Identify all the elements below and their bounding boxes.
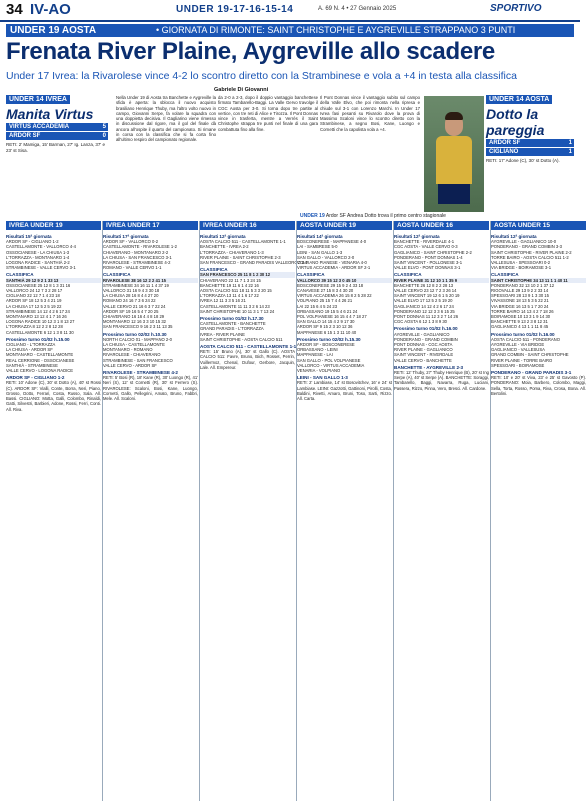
- report-title: PONDERANO - GRAND PARADIS 3-1: [491, 370, 572, 376]
- column-header: AOSTA UNDER 15: [491, 221, 586, 230]
- table-title: CLASSIFICA: [491, 272, 519, 278]
- next-round-line: LA CHIUSA - ARDOR SF: [6, 347, 53, 353]
- table-row: ORBASSANO 19 15 5 4 6 21 24: [297, 308, 358, 314]
- result-line: AYGREVILLE - GAGLIANICO 10-0: [491, 239, 557, 245]
- next-round-line: CASTELLAMONTE - BANCHETTE: [200, 321, 266, 327]
- page-number: 34: [6, 1, 23, 18]
- result-line: LOGONA RADICE - SANTHIÀ 2-2: [6, 260, 70, 266]
- column-header: IVREA UNDER 19: [6, 221, 101, 230]
- result-line: OSSOCIANESE - LA CHIUSA 1-3: [6, 249, 70, 255]
- table-row: VALLE ELVO 17 12 5 2 5 19 20: [394, 298, 453, 304]
- next-round-line: MONTANARO - CASTELLAMONTE: [6, 352, 74, 358]
- table-row: SAINT CHRISTOPHE 34 13 11 1 1 40 11: [491, 278, 586, 283]
- table-row: CHIAVERANO 22 11 7 1 3 24 15: [200, 277, 261, 283]
- issue-date: A. 69 N. 4 • 27 Gennaio 2025: [318, 6, 397, 12]
- next-round-line: SAN GALLO - POL VOLPIANESE: [297, 357, 361, 363]
- table-row: L'TORRAZZA 13 11 4 1 6 17 22: [200, 293, 259, 299]
- right-box-team1: ARDOR SF 1: [486, 139, 574, 147]
- next-round-line: LA CHIUSA - CASTELLAMONTE: [103, 342, 165, 348]
- table-row: VALLE CERVO 21 16 6 3 7 22 24: [103, 303, 166, 309]
- column-subtitle: Risultati 12ª giornata: [394, 234, 440, 239]
- result-line: LEINI - SAN GALLO 1-3: [297, 249, 343, 255]
- next-round-line: AOSTA CALCIO 511 - PONDERANO: [491, 336, 560, 342]
- next-round-line: VALLORCO - VIRTUS ACCADEMIA: [297, 362, 365, 368]
- next-round-line: ORBASSANO - LEINI: [297, 347, 338, 353]
- kicker-text: • GIORNATA DI RIMONTE: SAINT CHRISTOPHE E AYGREVILLE STRAPPANO 3 PUNTI: [156, 25, 516, 35]
- table-row: IVREA 12 11 3 3 5 16 21: [200, 298, 246, 304]
- next-round-line: VALLE CERVO - BANCHETTE: [394, 357, 452, 363]
- column-subtitle: Risultati 15ª giornata: [6, 234, 52, 239]
- result-line: CASTELLAMONTE - RIVAROLESE 1-2: [103, 244, 177, 250]
- column-divider: [490, 221, 491, 801]
- table-row: SAINT CHRISTOPHE 10 11 3 1 7 13 24: [200, 308, 275, 314]
- table-row: VOLPIANO 25 15 7 4 4 26 21: [297, 298, 353, 304]
- next-round-line: VALLE CERVO - LOGONA RADICE: [6, 368, 74, 374]
- table-row: PONT DONNAS 11 12 3 2 7 14 26: [394, 314, 459, 320]
- article-column-2: da 2-0 a 2-3, dopo il doppio vantaggio banchettese firmato Tambarello-Baggi. La Valle Gervo travolge il CGC Aosta per 3-0. Si torna dopo tre partite al vertice, con tre reti di Alice e Tirozza. Il Pont Donnas vince in trasferta, mentre a Verrès il Saint Christophe strappa tre punti nel finale di una gara combattuta fino alla fine.: [218, 95, 318, 132]
- left-box-text: RETI: 2' Mamiga, 15' Barman, 27' Ig. Lanza, 37' e 23' st Sisa.: [6, 142, 105, 153]
- right-box-team2: CIGLIANO 1: [486, 148, 574, 156]
- result-line: LAI - SAMBRESE 5-0: [297, 244, 338, 250]
- next-round-line: RIVAROLESE - CHIAVERANO: [103, 352, 161, 358]
- table-title: CLASSIFICA: [6, 272, 34, 278]
- column-body: [6, 232, 101, 798]
- result-line: L'TORRAZZA - MONTANARO 1-4: [6, 254, 70, 260]
- column-divider: [199, 221, 200, 801]
- table-row: CASTELLAMONTE 11 11 3 2 6 14 23: [200, 303, 270, 309]
- report-text: RETI: 15' Bruno (A), 30' st Gallo (C). AOSTA CALCIO 511: Favre, Bruno, Bich, Rosset, Perrin, Vuillermoz, Chenal, Dufour, Gerbore, Jacquin, Lale. All. Empereur.: [200, 349, 295, 370]
- column-body: [297, 232, 392, 798]
- result-line: BANCHETTE - RIVERDALE 4-1: [394, 239, 455, 245]
- table-row: CANAVESE 27 15 8 3 4 30 20: [297, 288, 354, 294]
- column-body: [394, 232, 489, 798]
- table-row: STRAMBINESE 14 12 4 2 6 17 24: [6, 308, 70, 314]
- next-round-line: SPESSOARI - BOIRAMOSE: [491, 362, 545, 368]
- table-row: ARDOR SF 9 15 2 3 10 12 36: [297, 324, 353, 330]
- column-divider: [296, 221, 297, 801]
- table-row: LA CHIUSA 17 12 5 2 5 19 22: [6, 303, 62, 309]
- page-header: [0, 0, 580, 22]
- result-line: CHIAVERANO - MONTANARO 2-2: [103, 249, 169, 255]
- next-round-line: RIVER PLAINE - TORRE BAIRO: [491, 357, 553, 363]
- next-round-line: AYGREVILLE - GAGLIANICO: [394, 331, 450, 337]
- table-row: VALLORCO 39 15 12 3 0 45 10: [297, 278, 392, 283]
- next-round-line: SAINT CHRISTOPHE - AOSTA CALCIO 511: [200, 336, 283, 342]
- column-header: IVREA UNDER 17: [103, 221, 198, 230]
- table-row: L'TORRAZZA 8 12 2 2 8 12 28: [6, 324, 63, 330]
- column-subtitle: Risultati 17ª giornata: [103, 234, 149, 239]
- table-row: GAGLIANICO 14 12 4 2 6 17 24: [394, 303, 454, 309]
- result-line: CGC AOSTA - VALLE CERVO 0-3: [394, 244, 458, 250]
- result-line: VALLESUSA - SPESSOARI 0-2: [491, 260, 551, 266]
- table-row: VALLORCO 24 12 7 3 2 28 17: [6, 288, 63, 294]
- column-header: AOSTA UNDER 16: [394, 221, 489, 230]
- subheadline: Under 17 Ivrea: la Rivarolese vince 4-2 lo scontro diretto con la Strambinese e vola a +4 in testa alla classifica: [6, 70, 517, 82]
- column-divider: [393, 221, 394, 801]
- table-row: VALLE CERVO 23 12 7 2 3 26 14: [394, 288, 457, 294]
- result-line: RIVAROLESE - STRAMBINESE 4-2: [103, 260, 171, 266]
- next-round-line: VENARIA - VOLPIANO: [297, 368, 341, 374]
- table-title: CLASSIFICA: [200, 267, 228, 273]
- result-line: GAGLIANICO - SAINT CHRISTOPHE 2-2: [394, 249, 472, 255]
- next-round-line: GRAND PARADIS - L'TORRAZZA: [200, 326, 264, 332]
- table-row: TORRE BAIRO 14 13 4 2 7 18 26: [491, 308, 554, 314]
- column-body: [103, 232, 198, 798]
- table-title: CLASSIFICA: [394, 272, 422, 278]
- report-text: RETI: 5' Bosi (R), 18' Kane (R), 30' Luongo (R), 41' Neri (S), 12' st Cornetti (R), 30' st Ferrero (S). RIVAROLESE: Scaloni, Bosi, Kane, Luongo, Cornetti, Gallo, Pellegrini, Amato, Bruno, Fabbri, Mele. All. Scaloni.: [103, 375, 198, 402]
- table-row: SANTHIÀ 29 12 9 2 1 33 13: [6, 278, 101, 283]
- kicker-bar: [6, 24, 574, 37]
- table-title: CLASSIFICA: [103, 272, 131, 278]
- report-text: RETI: 2' Lambiase, 14' st Bosovitchev, 16' e 24' st Lambiase. LEINI: Gazzotti, Gattinoni, Pirolli, Costa, Baldini, Rivetti, Amaro, Bruni, Toso, Sarti, Rizzo. All. Carta.: [297, 380, 392, 402]
- column-header: IVREA UNDER 16: [200, 221, 295, 230]
- section-name: IV-AO: [30, 1, 71, 18]
- result-line: STRAMBINESE - VALLE CERVO 3-1: [6, 265, 76, 271]
- table-title: CLASSIFICA: [297, 272, 325, 278]
- table-row: VIA BRIDGE 16 13 5 1 7 20 24: [491, 303, 549, 309]
- table-row: RIGOVALLE 29 13 9 2 2 33 14: [491, 288, 549, 294]
- headline: Frenata River Plaine, Aygreville allo scadere: [6, 38, 495, 65]
- report-title: ARDOR SF - CIGLIANO 1-2: [6, 375, 65, 381]
- table-row: SAN FRANCESCO 9 16 2 3 11 13 35: [103, 324, 173, 330]
- table-row: PONDERANO 12 12 3 3 6 15 25: [394, 308, 455, 314]
- photo-caption: UNDER 19 Ardor SF Andrea Dotto trova il primo centro stagionale: [300, 213, 446, 219]
- right-box-text: RETI: 17' Adone (C), 30' st Dotto (A).: [486, 158, 560, 163]
- right-box-label: UNDER 14 AOSTA: [486, 95, 552, 104]
- table-row: STRAMBINESE 34 16 11 1 4 37 19: [103, 282, 169, 288]
- result-line: PONDERANO - PONT DONNAS 1-4: [394, 254, 463, 260]
- player-photo: [424, 96, 484, 212]
- table-row: BANCHETTE 9 13 2 3 8 12 31: [491, 319, 548, 325]
- table-row: VALLORCO 31 16 9 4 3 30 18: [103, 288, 160, 294]
- left-box-label: UNDER 14 IVREA: [6, 95, 70, 104]
- article-column-1: Nella Under 19 di Aosta tra Banchette e Aygreville la sfida è aperta: la sblocca il nuovo acquisto brasiliano Henrique Thuby, ma l'altro volto nuovo in campo, Giovanni Serpe, fa volare la squadra con una doppietta decisiva. Il Gagliarino viene rimesso in discussione dal rigore, ma il gol del finale dà ancora all'ospite il quarto del campionato. Si rimane in corsa con la classifica che si fa corta fino all'ultimo respiro del campionato regionale.: [116, 95, 216, 143]
- table-row: CIGLIANO 22 12 7 1 4 23 18: [6, 293, 60, 299]
- next-round-line: NORTH CALCIO 01 - MAPPANO 2-0: [103, 336, 172, 342]
- table-row: LOGONA RADICE 10 12 3 1 8 13 27: [6, 319, 75, 325]
- photo-shirt: [436, 136, 472, 184]
- result-line: ROMANO - VALLE CERVO 1-1: [103, 265, 162, 271]
- table-row: CGC AOSTA 6 12 1 3 8 9 30: [394, 319, 447, 325]
- column-body: [200, 232, 308, 798]
- report-text: RETI: 10' Adone (C), 30' st Dotto (A), 40' st Rossi (C). ARDOR SF: Vialli, Conte, Borra, Neri, Piano, Grosso, Dotto, Ferrari, Costa, Russo, Sala. All. Bassi. CIGLIANO: Motta, Galli, Colombo, Rinaldi, Gatti, Silvestri, Barbieri, Adone, Rossi, Ferri, Conti. All. Riva.: [6, 380, 101, 412]
- next-round-title: Prossimo turno 01/02 h.16.00: [491, 331, 555, 337]
- table-row: MONTANARO 13 12 4 1 7 16 26: [6, 314, 67, 320]
- photo-hair: [445, 112, 463, 120]
- left-result-box: [6, 88, 108, 153]
- next-round-title: Prossimo turno 01/02 h.16.00: [394, 326, 458, 332]
- result-line: VIRTUS ACCADEMIA - ARDOR SF 2-1: [297, 265, 371, 271]
- table-row: SPESSOARI 28 13 9 1 3 30 15: [491, 293, 549, 299]
- table-row: RIVER PLAINE 31 12 10 1 1 35 9: [394, 278, 489, 283]
- next-round-line: PONDERANO - GRAND COMBIN: [394, 336, 458, 342]
- table-row: ROMANO 24 16 7 3 6 24 22: [103, 298, 156, 304]
- column-subtitle: Risultati 14ª giornata: [297, 234, 343, 239]
- result-line: ARDOR SF - VALLORCO 0-2: [103, 239, 159, 245]
- table-row: VIVASSONE 18 13 5 3 5 22 21: [491, 298, 549, 304]
- left-box-team2: ARDOR SF 0: [6, 132, 108, 140]
- result-line: VIA BRIDGE - BOIRAMOSE 3-1: [491, 265, 552, 271]
- table-row: LA CHIUSA 28 16 8 4 4 27 20: [103, 293, 159, 299]
- left-box-title: Manita Virtus: [6, 106, 94, 122]
- next-round-line: GAGLIANICO - VALLESUSA: [491, 347, 545, 353]
- result-line: VALLE ELVO - PONT DONNAS 3-1: [394, 265, 461, 271]
- table-row: POL VOLPIANESE 16 15 4 4 7 18 27: [297, 314, 367, 320]
- next-round-line: PONT DONNAS - CGC AOSTA: [394, 342, 453, 348]
- table-row: GAGLIANICO 4 13 1 1 11 8 45: [491, 324, 549, 330]
- table-row: SAN FRANCESCO 25 11 8 1 2 30 12: [200, 272, 295, 277]
- article-column-3: Il Pont Donnas vince il vantaggio subito sul campo della Valle Elvo, che poi rimonta nella ripresa e chiude sul 3-1 con Lorenzo Marchi. In Under 17 Ivrea fasi pesanti su Rivarolo dove la prova di Massimo Scaloni vince lo scontro diretto con la Strambinese, a segno Bosi, Kane, Luongo e Cornetti che la capolista vola a +4.: [320, 95, 420, 132]
- next-round-line: SAINT VINCENT - RIVERDALE: [394, 352, 454, 358]
- next-round-title: Prossimo turno 02/02 h.10.30: [103, 331, 167, 337]
- next-round-title: Prossimo turno 01/02 h.15.00: [6, 336, 70, 342]
- right-result-box: [486, 88, 574, 164]
- table-row: CHIAVERANO 16 16 4 4 8 18 29: [103, 314, 165, 320]
- table-row: SAN GALLO 14 15 4 2 9 17 30: [297, 319, 355, 325]
- column-subtitle: Risultati 12ª giornata: [491, 234, 537, 239]
- column-header: AOSTA UNDER 19: [297, 221, 392, 230]
- table-row: BANCHETTE 26 12 8 2 2 28 13: [394, 282, 454, 288]
- next-round-line: MONTANARO - ROMANO: [103, 347, 153, 353]
- table-row: CASTELLAMONTE 6 12 1 3 8 11 30: [6, 329, 74, 335]
- next-round-line: ARDOR SF - BOSCONERESE: [297, 342, 355, 348]
- table-row: ARDOR SF 18 12 5 3 4 21 19: [6, 298, 62, 304]
- brand-logo: SPORTIVO: [490, 3, 542, 14]
- table-row: ARDOR SF 19 16 5 4 7 20 25: [103, 308, 159, 314]
- result-line: L'TORRAZZA - CHIAVERANO 1-3: [200, 249, 264, 255]
- next-round-line: STRAMBINESE - SAN FRANCESCO: [103, 357, 173, 363]
- right-box-title: Dotto la pareggia: [486, 106, 545, 138]
- next-round-line: RIVER PLAINE - GAGLIANICO: [394, 347, 453, 353]
- result-line: BANCHETTE - IVREA 2-2: [200, 244, 249, 250]
- table-row: MONTANARO 12 16 3 3 10 15 32: [103, 319, 166, 325]
- table-row: BOSCONERESE 29 15 9 2 4 33 18: [297, 282, 364, 288]
- table-row: PONDERANO 32 13 10 2 1 37 12: [491, 282, 555, 288]
- next-round-title: Prossimo turno 01/02 h.17.30: [200, 316, 264, 322]
- report-title: RIVAROLESE - STRAMBINESE 4-2: [103, 370, 178, 376]
- result-line: CASTELLAMONTE - VALLORCO 4-4: [6, 244, 76, 250]
- column-subtitle: Risultati 12ª giornata: [200, 234, 246, 239]
- result-line: TORRE BAIRO - AOSTA CALCIO 511 1-2: [491, 254, 569, 260]
- result-line: RIVER PLAINE - SAINT CHRISTOPHE 2-3: [200, 254, 281, 260]
- result-line: SAINT VINCENT - POLLONESE 3-1: [394, 260, 463, 266]
- next-round-line: MAPPANESE - LAI: [297, 352, 333, 358]
- report-text: RETI: 12' Thuby, 27' Thuby Henrique (B), 20' st Ing Serpe (A), 40' st Serpe (A). BANCHETTE: Soraggi, Tambarello, Baggi, Navarra, Ruga, Luciani, Passera, Rizzo, Pinna, Vero, Bresci. All. Cardone.: [394, 370, 489, 391]
- result-line: SAINT CHRISTOPHE - RIVER PLAINE 2-2: [491, 249, 572, 255]
- table-row: MAPPANESE 6 15 1 3 11 10 40: [297, 329, 357, 335]
- photo-shorts: [438, 184, 470, 204]
- byline: Gabriele Di Giovanni: [214, 87, 269, 93]
- table-row: VIRTUS ACCADEMIA 26 15 8 2 5 28 22: [297, 293, 372, 299]
- table-row: BANCHETTE 19 11 6 1 4 22 16: [200, 282, 259, 288]
- report-title: BANCHETTE - AYGREVILLE 2-3: [394, 364, 464, 370]
- result-line: SAN GALLO - VALLORCO 2-0: [297, 254, 355, 260]
- result-line: SAN FRANCESCO - GRAND PARADIS VALLEORCO 2-1: [200, 260, 308, 266]
- report-title: LEINI - SAN GALLO 1-3: [297, 375, 348, 381]
- column-body: [491, 232, 586, 798]
- table-row: SAINT VINCENT 19 12 6 1 5 20 19: [394, 293, 460, 299]
- next-round-title: Prossimo turno 02/02 h.15.30: [297, 336, 361, 342]
- table-row: RIVAROLESE 38 16 12 2 2 41 15: [103, 278, 198, 283]
- result-line: ARDOR SF - CIGLIANO 1-2: [6, 239, 59, 245]
- category-label: UNDER 19-17-16-15-14: [176, 4, 294, 15]
- table-row: OSSOCIANESE 25 12 8 1 3 31 16: [6, 282, 71, 288]
- column-divider: [102, 221, 103, 801]
- table-row: LAI 22 15 6 4 5 24 23: [297, 303, 338, 309]
- result-line: AOSTA CALCIO 511 - CASTELLAMONTE 1-1: [200, 239, 286, 245]
- result-line: PONDERANO - GRAND COMBIN 3-3: [491, 244, 562, 250]
- kicker-label: UNDER 19 AOSTA: [10, 25, 97, 36]
- report-text: RETI: 10' e 20' st Viva, 23' e 25' st Gavosto (P). PONDERANO: Moia, Barbero, Colombo, Maggi, Sella, Torta, Rosso, Poma, Riva, Crosa, Bona. All. Bertolini.: [491, 375, 586, 396]
- next-round-line: IVREA - RIVER PLAINE: [200, 331, 245, 337]
- table-row: BOIRAMOSE 10 13 3 1 9 14 30: [491, 314, 551, 320]
- next-round-line: REAL CERRIONE - OSSOCIANESE: [6, 357, 75, 363]
- left-box-team1: VIRTUS ACCADEMIA 5: [6, 123, 108, 131]
- next-round-line: SANTHIÀ - STRAMBINESE: [6, 362, 58, 368]
- result-line: BOSCONERESE - MAPPANESE 4-0: [297, 239, 367, 245]
- result-line: LA CHIUSA - SAN FRANCESCO 3-1: [103, 254, 172, 260]
- next-round-line: VALLE CERVO - ARDOR SF: [103, 362, 157, 368]
- table-row: AOSTA CALCIO 511 18 11 5 3 3 20 15: [200, 288, 272, 294]
- next-round-line: CIGLIANO - L'TORRAZZA: [6, 342, 56, 348]
- next-round-line: AYGREVILLE - VIA BRIDGE: [491, 342, 545, 348]
- result-line: VOLPIANO PIANESE - VENARIA 4-0: [297, 260, 367, 266]
- next-round-line: GRAND COMBIN - SAINT CHRISTOPHE: [491, 352, 569, 358]
- report-title: AOSTA CALCIO 511 - CASTELLAMONTE 1-1: [200, 344, 297, 350]
